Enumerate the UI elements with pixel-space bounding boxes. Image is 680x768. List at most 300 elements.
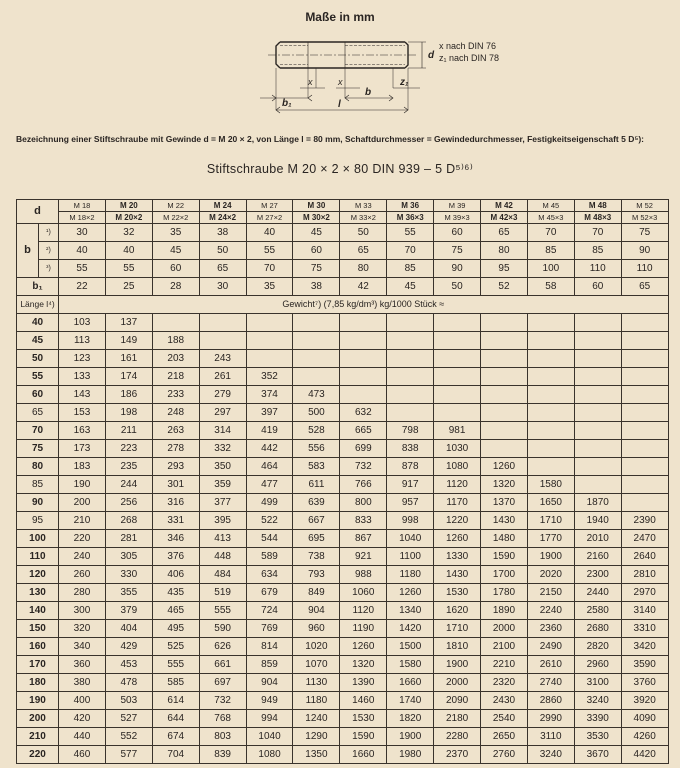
weight-cell: 838 <box>387 440 434 458</box>
length-cell: 95 <box>17 512 59 530</box>
weight-cell: 500 <box>293 404 340 422</box>
weight-cell: 1430 <box>434 566 481 584</box>
weight-cell: 359 <box>199 476 246 494</box>
weight-cell: 2180 <box>434 710 481 728</box>
weight-cell: 183 <box>59 458 106 476</box>
weight-cell: 522 <box>246 512 293 530</box>
weight-cell: 3590 <box>621 656 668 674</box>
weight-cell: 244 <box>105 476 152 494</box>
table-cell: 90 <box>434 260 481 278</box>
table-cell: 60 <box>434 224 481 242</box>
table-cell: 75 <box>293 260 340 278</box>
table-row <box>17 368 669 386</box>
table-cell: 45 <box>387 278 434 296</box>
weight-cell: 395 <box>199 512 246 530</box>
weight-cell <box>574 332 621 350</box>
size-header: M 30 <box>293 200 340 212</box>
weight-cell: 413 <box>199 530 246 548</box>
b1-label: b₁ <box>282 98 292 109</box>
b-row <box>17 260 669 278</box>
table-row <box>17 674 669 692</box>
weight-cell: 1530 <box>434 584 481 602</box>
length-cell: 110 <box>17 548 59 566</box>
table-cell: 38 <box>199 224 246 242</box>
table-cell: 75 <box>434 242 481 260</box>
weight-cell <box>527 404 574 422</box>
weight-cell: 3420 <box>621 638 668 656</box>
weight-cell <box>527 332 574 350</box>
table-cell: 40 <box>105 242 152 260</box>
weight-cell: 113 <box>59 332 106 350</box>
length-cell: 80 <box>17 458 59 476</box>
weight-cell: 281 <box>105 530 152 548</box>
table-row <box>17 494 669 512</box>
weight-cell: 200 <box>59 494 106 512</box>
weight-cell: 2580 <box>574 602 621 620</box>
fine-thread-header: M 27×2 <box>246 212 293 224</box>
weight-cell: 240 <box>59 548 106 566</box>
weight-cell: 1460 <box>340 692 387 710</box>
weight-cell: 1940 <box>574 512 621 530</box>
weight-cell <box>199 332 246 350</box>
weight-cell: 1870 <box>574 494 621 512</box>
weight-cell <box>527 422 574 440</box>
size-header: M 48 <box>574 200 621 212</box>
weight-cell: 1240 <box>293 710 340 728</box>
weight-cell: 2820 <box>574 638 621 656</box>
table-cell: 65 <box>199 260 246 278</box>
table-row <box>17 404 669 422</box>
weight-cell <box>574 350 621 368</box>
weight-cell: 528 <box>293 422 340 440</box>
length-cell: 220 <box>17 746 59 764</box>
table-cell: 65 <box>481 224 528 242</box>
weight-cell: 556 <box>293 440 340 458</box>
weight-cell: 2360 <box>527 620 574 638</box>
weight-cell: 1080 <box>246 746 293 764</box>
weight-cell: 374 <box>246 386 293 404</box>
weight-cell: 400 <box>59 692 106 710</box>
weight-cell: 626 <box>199 638 246 656</box>
weight-cell: 4260 <box>621 728 668 746</box>
b-row <box>17 242 669 260</box>
weight-cell: 1190 <box>340 620 387 638</box>
weight-cell <box>387 314 434 332</box>
weight-cell: 960 <box>293 620 340 638</box>
weight-cell: 3240 <box>527 746 574 764</box>
weight-cell <box>434 386 481 404</box>
weight-cell <box>574 386 621 404</box>
fine-thread-header: M 36×3 <box>387 212 434 224</box>
weight-cell: 149 <box>105 332 152 350</box>
weight-cell: 917 <box>387 476 434 494</box>
weight-cell: 320 <box>59 620 106 638</box>
weight-cell: 233 <box>152 386 199 404</box>
d-label: d <box>428 50 435 61</box>
weight-cell: 300 <box>59 602 106 620</box>
weight-cell: 1370 <box>481 494 528 512</box>
weight-cell: 243 <box>199 350 246 368</box>
weight-cell: 1580 <box>527 476 574 494</box>
b1-header: b₁ <box>17 278 59 296</box>
weight-cell: 223 <box>105 440 152 458</box>
weight-cell: 859 <box>246 656 293 674</box>
weight-cell: 435 <box>152 584 199 602</box>
weight-cell: 732 <box>199 692 246 710</box>
table-cell: 65 <box>340 242 387 260</box>
table-row <box>17 746 669 764</box>
weight-cell: 2320 <box>481 674 528 692</box>
weight-cell <box>527 350 574 368</box>
weight-cell: 1040 <box>387 530 434 548</box>
z1-label: z₁ <box>400 77 409 88</box>
length-cell: 45 <box>17 332 59 350</box>
weight-cell: 590 <box>199 620 246 638</box>
weight-cell: 1260 <box>481 458 528 476</box>
length-cell: 60 <box>17 386 59 404</box>
weight-cell: 1650 <box>527 494 574 512</box>
weight-cell: 4090 <box>621 710 668 728</box>
length-cell: 40 <box>17 314 59 332</box>
table-cell: 28 <box>152 278 199 296</box>
table-row <box>17 692 669 710</box>
weight-cell: 210 <box>59 512 106 530</box>
weight-cell: 499 <box>246 494 293 512</box>
weight-cell <box>246 314 293 332</box>
weight-cell: 143 <box>59 386 106 404</box>
weight-cell: 1260 <box>340 638 387 656</box>
weight-cell: 235 <box>105 458 152 476</box>
weight-cell <box>481 440 528 458</box>
fine-thread-header: M 20×2 <box>105 212 152 224</box>
weight-cell <box>527 440 574 458</box>
weight-cell: 477 <box>246 476 293 494</box>
weight-cell: 4420 <box>621 746 668 764</box>
weight-cell: 278 <box>152 440 199 458</box>
weight-cell: 644 <box>152 710 199 728</box>
weight-cell: 2810 <box>621 566 668 584</box>
weight-cell: 1820 <box>387 710 434 728</box>
weight-cell: 1330 <box>434 548 481 566</box>
weight-cell: 2640 <box>621 548 668 566</box>
length-cell: 130 <box>17 584 59 602</box>
weight-cell: 316 <box>152 494 199 512</box>
weight-cell: 188 <box>152 332 199 350</box>
weight-cell: 190 <box>59 476 106 494</box>
weight-cell <box>621 350 668 368</box>
weight-cell: 352 <box>246 368 293 386</box>
table-cell: 30 <box>59 224 106 242</box>
size-header: M 39 <box>434 200 481 212</box>
weight-cell: 519 <box>199 584 246 602</box>
table-cell: 45 <box>293 224 340 242</box>
weight-cell <box>340 386 387 404</box>
weight-cell: 3100 <box>574 674 621 692</box>
length-cell: 85 <box>17 476 59 494</box>
weight-cell: 2470 <box>621 530 668 548</box>
weight-cell: 1590 <box>340 728 387 746</box>
weight-cell: 2240 <box>527 602 574 620</box>
length-cell: 150 <box>17 620 59 638</box>
weight-cell: 667 <box>293 512 340 530</box>
weight-cell: 3670 <box>574 746 621 764</box>
weight-cell: 376 <box>152 548 199 566</box>
weight-cell: 1710 <box>527 512 574 530</box>
weight-cell <box>574 458 621 476</box>
weight-cell <box>481 332 528 350</box>
table-cell: 38 <box>293 278 340 296</box>
weight-cell: 1710 <box>434 620 481 638</box>
table-row <box>17 476 669 494</box>
table-cell: 45 <box>152 242 199 260</box>
weight-cell: 695 <box>293 530 340 548</box>
fine-thread-header: M 24×2 <box>199 212 246 224</box>
weight-cell: 346 <box>152 530 199 548</box>
table-cell: 40 <box>246 224 293 242</box>
weight-cell <box>574 314 621 332</box>
weight-cell: 2150 <box>527 584 574 602</box>
length-cell: 70 <box>17 422 59 440</box>
table-row <box>17 728 669 746</box>
table-row <box>17 638 669 656</box>
table-cell: 50 <box>340 224 387 242</box>
table-row <box>17 422 669 440</box>
weight-cell: 1020 <box>293 638 340 656</box>
weight-cell: 1700 <box>481 566 528 584</box>
weight-cell: 2740 <box>527 674 574 692</box>
size-header: M 45 <box>527 200 574 212</box>
b-label: b <box>365 87 372 98</box>
weight-cell: 988 <box>340 566 387 584</box>
table-cell: 85 <box>387 260 434 278</box>
weight-cell: 674 <box>152 728 199 746</box>
weight-cell: 1530 <box>340 710 387 728</box>
weight-cell: 699 <box>340 440 387 458</box>
weight-cell: 297 <box>199 404 246 422</box>
weight-cell: 803 <box>199 728 246 746</box>
weight-cell: 1320 <box>481 476 528 494</box>
weight-cell <box>293 314 340 332</box>
weight-cell <box>481 350 528 368</box>
size-header: M 42 <box>481 200 528 212</box>
table-cell: 70 <box>574 224 621 242</box>
weight-cell: 305 <box>105 548 152 566</box>
size-header: M 18 <box>59 200 106 212</box>
weight-cell: 1660 <box>340 746 387 764</box>
weight-cell: 1080 <box>434 458 481 476</box>
weight-cell: 2300 <box>574 566 621 584</box>
table-row <box>17 710 669 728</box>
weight-cell: 867 <box>340 530 387 548</box>
weight-cell: 2540 <box>481 710 528 728</box>
weight-cell: 478 <box>105 674 152 692</box>
fine-thread-header: M 33×2 <box>340 212 387 224</box>
weight-cell: 2000 <box>434 674 481 692</box>
weight-cell: 1070 <box>293 656 340 674</box>
table-row <box>17 350 669 368</box>
weight-cell <box>527 458 574 476</box>
weight-cell: 332 <box>199 440 246 458</box>
fine-thread-header: M 30×2 <box>293 212 340 224</box>
weight-cell: 704 <box>152 746 199 764</box>
weight-cell: 186 <box>105 386 152 404</box>
table-cell: 65 <box>621 278 668 296</box>
weight-cell <box>481 386 528 404</box>
weight-cell: 2000 <box>481 620 528 638</box>
weight-cell: 814 <box>246 638 293 656</box>
weight-cell: 198 <box>105 404 152 422</box>
weight-cell: 3240 <box>574 692 621 710</box>
weight-cell: 2990 <box>527 710 574 728</box>
table-cell: 85 <box>574 242 621 260</box>
weight-cell <box>387 350 434 368</box>
length-cell: 140 <box>17 602 59 620</box>
weight-cell <box>246 332 293 350</box>
table-row <box>17 548 669 566</box>
weight-cell: 661 <box>199 656 246 674</box>
weight-cell: 397 <box>246 404 293 422</box>
weight-cell: 1030 <box>434 440 481 458</box>
weight-cell: 1420 <box>387 620 434 638</box>
weight-cell: 525 <box>152 638 199 656</box>
table-cell: 42 <box>340 278 387 296</box>
weight-cell: 484 <box>199 566 246 584</box>
length-cell: 65 <box>17 404 59 422</box>
weight-cell <box>621 386 668 404</box>
weight-cell <box>574 440 621 458</box>
l-label: l <box>338 99 341 110</box>
weight-cell: 904 <box>246 674 293 692</box>
weight-cell: 453 <box>105 656 152 674</box>
weight-cell <box>340 350 387 368</box>
weight-cell: 2760 <box>481 746 528 764</box>
table-cell: 75 <box>621 224 668 242</box>
weight-cell: 1900 <box>434 656 481 674</box>
weight-cell: 555 <box>152 656 199 674</box>
weight-cell: 161 <box>105 350 152 368</box>
weight-cell: 544 <box>246 530 293 548</box>
length-cell: 90 <box>17 494 59 512</box>
weight-cell <box>152 314 199 332</box>
table-cell: 60 <box>152 260 199 278</box>
table-row <box>17 530 669 548</box>
weight-cell: 3920 <box>621 692 668 710</box>
weight-cell: 800 <box>340 494 387 512</box>
weight-cell <box>340 368 387 386</box>
weight-cell: 2860 <box>527 692 574 710</box>
size-header: M 20 <box>105 200 152 212</box>
size-header: M 24 <box>199 200 246 212</box>
weight-cell: 220 <box>59 530 106 548</box>
note-z1: z₁ nach DIN 78 <box>439 53 500 63</box>
weight-cell: 211 <box>105 422 152 440</box>
weight-cell: 589 <box>246 548 293 566</box>
weight-cell: 360 <box>59 656 106 674</box>
weight-cell <box>434 332 481 350</box>
weight-cell <box>293 368 340 386</box>
weight-cell: 2010 <box>574 530 621 548</box>
weight-cell: 163 <box>59 422 106 440</box>
length-cell: 180 <box>17 674 59 692</box>
weight-cell: 1810 <box>434 638 481 656</box>
weight-cell: 949 <box>246 692 293 710</box>
drawing-notes <box>439 40 499 64</box>
weight-cell: 679 <box>246 584 293 602</box>
length-cell: 55 <box>17 368 59 386</box>
weight-cell: 2490 <box>527 638 574 656</box>
table-cell: 52 <box>481 278 528 296</box>
table-row <box>17 584 669 602</box>
length-weight-header <box>17 296 669 314</box>
weight-cell: 406 <box>152 566 199 584</box>
weight-cell: 173 <box>59 440 106 458</box>
weight-cell: 1340 <box>387 602 434 620</box>
weight-cell: 994 <box>246 710 293 728</box>
weight-cell: 261 <box>199 368 246 386</box>
weight-cell: 503 <box>105 692 152 710</box>
weight-cell: 133 <box>59 368 106 386</box>
weight-cell: 153 <box>59 404 106 422</box>
weight-cell: 2100 <box>481 638 528 656</box>
size-header: M 36 <box>387 200 434 212</box>
weight-cell <box>574 368 621 386</box>
weight-cell: 555 <box>199 602 246 620</box>
table-row <box>17 620 669 638</box>
weight-cell: 1590 <box>481 548 528 566</box>
weight-cell <box>434 404 481 422</box>
weight-cell: 1500 <box>387 638 434 656</box>
weight-cell: 2390 <box>621 512 668 530</box>
weight-cell: 766 <box>340 476 387 494</box>
weight-cell: 793 <box>293 566 340 584</box>
weight-cell: 2970 <box>621 584 668 602</box>
weight-cell: 464 <box>246 458 293 476</box>
length-cell: 120 <box>17 566 59 584</box>
weight-cell: 577 <box>105 746 152 764</box>
weight-cell: 1060 <box>340 584 387 602</box>
weight-cell: 1180 <box>293 692 340 710</box>
weight-cell <box>340 332 387 350</box>
weight-cell: 904 <box>293 602 340 620</box>
x-label-right: x <box>338 77 343 87</box>
size-header: M 27 <box>246 200 293 212</box>
weight-cell: 585 <box>152 674 199 692</box>
table-row <box>17 314 669 332</box>
table-cell: 110 <box>621 260 668 278</box>
weight-cell <box>621 458 668 476</box>
weight-cell <box>340 314 387 332</box>
fine-thread-header: M 22×2 <box>152 212 199 224</box>
weight-cell: 280 <box>59 584 106 602</box>
weight-header: Gewicht⁷) (7,85 kg/dm³) kg/1000 Stück ≈ <box>59 296 669 314</box>
weight-cell: 1900 <box>387 728 434 746</box>
weight-cell: 2090 <box>434 692 481 710</box>
weight-cell: 330 <box>105 566 152 584</box>
b-header: b <box>17 224 39 278</box>
weight-cell <box>293 350 340 368</box>
weight-cell: 103 <box>59 314 106 332</box>
weight-cell: 260 <box>59 566 106 584</box>
weight-cell <box>574 476 621 494</box>
size-header: M 22 <box>152 200 199 212</box>
weight-cell <box>621 440 668 458</box>
fine-thread-header: M 39×3 <box>434 212 481 224</box>
weight-cell: 495 <box>152 620 199 638</box>
weight-cell <box>621 476 668 494</box>
weight-cell: 1430 <box>481 512 528 530</box>
d-header: d <box>17 200 59 224</box>
table-cell: 55 <box>59 260 106 278</box>
